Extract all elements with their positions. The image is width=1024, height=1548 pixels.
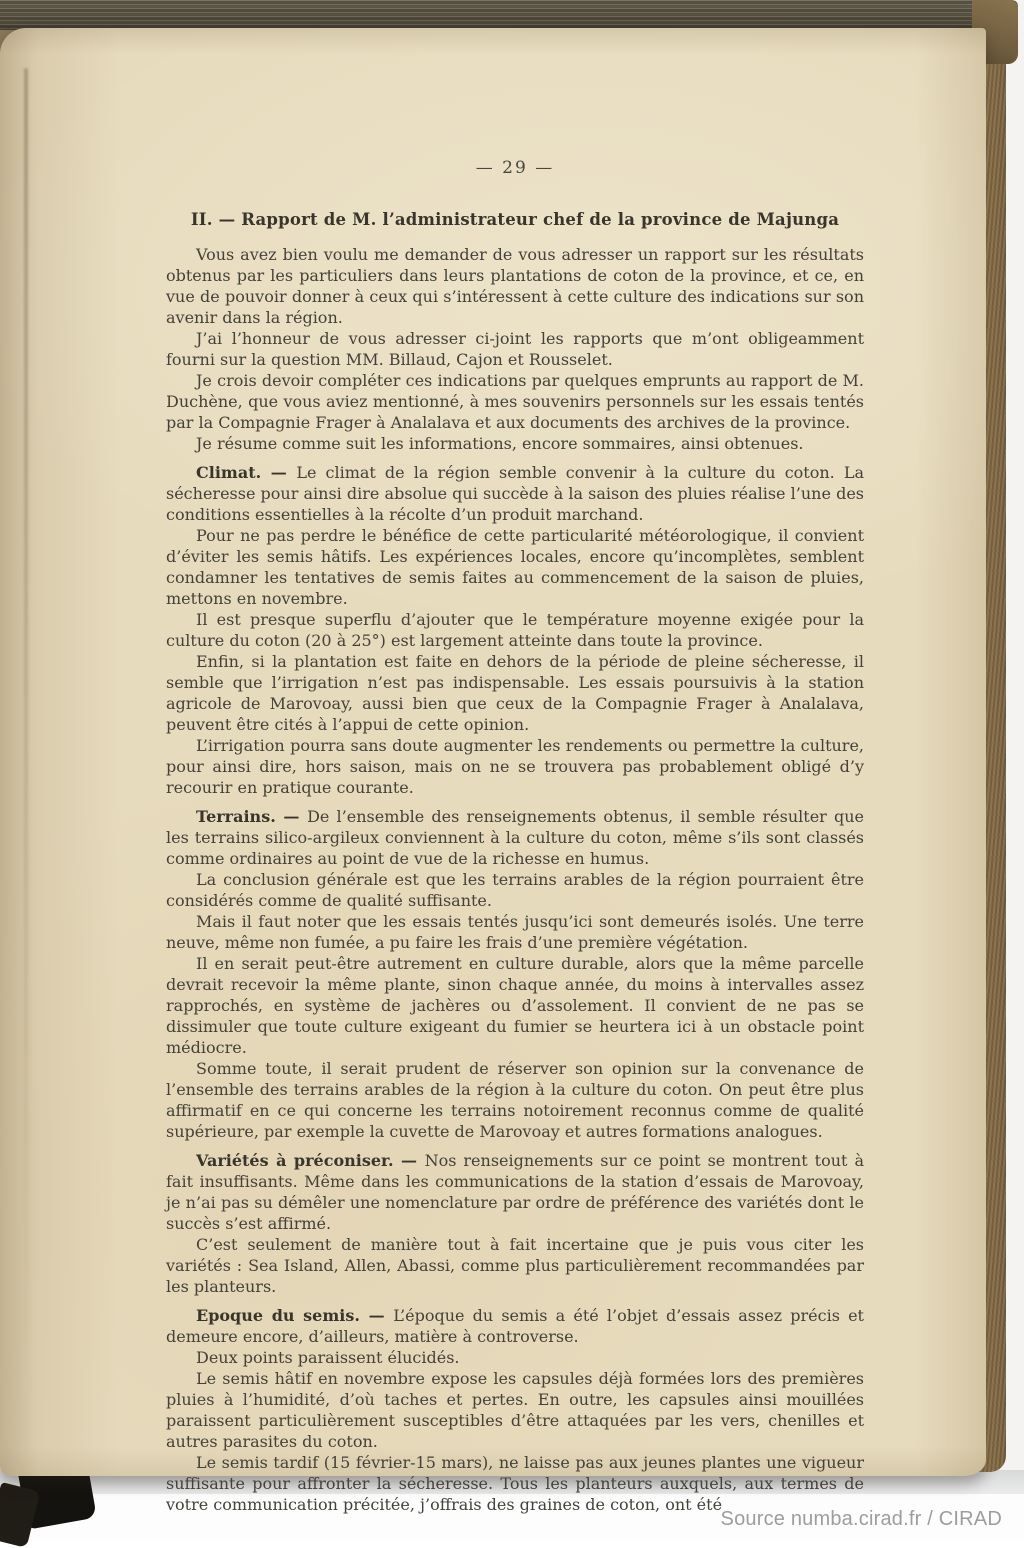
paragraph: [166, 1452, 864, 1515]
section-lead-climat: Climat. —: [196, 463, 297, 482]
paragraph-text: Deux points paraissent élucidés.: [196, 1348, 460, 1367]
paragraph-text: Pour ne pas perdre le bénéfice de cette particularité météorologique, il convient d’éviter les semis hâtifs. Les expériences locales, encore qu’incomplètes, semblent condamner les tentatives de semis faites au commencement de la saison de pluies, mettons en novembre.: [166, 526, 864, 608]
page-number: — 29 —: [475, 158, 555, 178]
paragraph-text: La conclusion générale est que les terrains arables de la région pourraient être considérés comme de qualité suffisante.: [166, 870, 864, 910]
paragraph-epoque: [166, 1305, 864, 1347]
section-lead-epoque: Epoque du semis. —: [196, 1306, 394, 1325]
paragraph-text: Il est presque superflu d’ajouter que le température moyenne exigée pour la culture du coton (20 à 25°) est largement atteinte dans toute la province.: [166, 610, 864, 650]
paragraph: [166, 1368, 864, 1452]
report-heading: II. — Rapport de M. l’administrateur chef de la province de Majunga: [190, 210, 840, 229]
paragraph-text: Le semis tardif (15 février-15 mars), ne laisse pas aux jeunes plantes une vigueur suffisante pour affronter la sécheresse. Tous les planteurs auxquels, aux termes de votre communication précitée, j’offrais des graines de coton, ont été: [166, 1453, 864, 1514]
paragraph: [166, 525, 864, 609]
paragraph: [166, 953, 864, 1058]
paragraph: [166, 911, 864, 953]
paragraph: [166, 609, 864, 651]
paragraph-text: Mais il faut noter que les essais tentés jusqu’ici sont demeurés isolés. Une terre neuve, même non fumée, a pu faire les frais d’une première végétation.: [166, 912, 864, 952]
scanned-page: [0, 28, 986, 1514]
paragraph: [166, 869, 864, 911]
paragraph-text: Somme toute, il serait prudent de réserver son opinion sur la convenance de l’ensemble des terrains arables de la région à la culture du coton. On peut être plus affirmatif en ce qui concerne les terrains notoirement reconnus comme de qualité supérieure, par exemple la cuvette de Marovoay et autres formations analogues.: [166, 1059, 864, 1141]
paragraph-text: Nos renseignements sur ce point se montrent tout à fait insuffisants. Même dans les communications de la station d’essais de Marovoay, je n’ai pas su démêler une nomenclature par ordre de préférence des variétés dont le succès s’est affirmé.: [166, 1151, 865, 1233]
paragraph: [166, 328, 864, 370]
paragraph-text: Je résume comme suit les informations, encore sommaires, ainsi obtenues.: [196, 434, 804, 453]
section-lead-terrains: Terrains. —: [196, 807, 308, 826]
paragraph-text: Il en serait peut-être autrement en culture durable, alors que la même parcelle devrait recevoir la même plante, sinon chaque année, du moins à intervalles assez rapprochés, en système de jachères ou d’assolement. Il convient de ne pas se dissimuler que toute culture exigeant du fumier se heurtera ici à un obstacle point médiocre.: [166, 954, 864, 1057]
paragraph-text: Le climat de la région semble convenir à la culture du coton. La sécheresse pour ainsi dire absolue qui succède à la saison des pluies réalise l’une des conditions essentielles à la récolte d’un produit marchand.: [166, 463, 864, 524]
paragraph: [166, 1234, 864, 1297]
paragraph-text: J’ai l’honneur de vous adresser ci-joint les rapports que m’ont obligeamment fourni sur la question MM. Billaud, Cajon et Rousselet.: [166, 329, 864, 369]
paragraph: [166, 735, 864, 798]
paragraph-text: De l’ensemble des renseignements obtenus, il semble résulter que les terrains silico-argileux conviennent à la culture du coton, même s’ils sont classés comme ordinaires au point de vue de la richesse en humus.: [166, 807, 865, 868]
paragraph-text: Enfin, si la plantation est faite en dehors de la période de pleine sécheresse, il semble que l’irrigation n’est pas indispensable. Les essais poursuivis à la station agricole de Marovoay, aussi bien que ceux de la Compagnie Frager à Analalava, peuvent être cités à l’appui de cette opinion.: [166, 652, 864, 734]
paragraph-text: L’irrigation pourra sans doute augmenter les rendements ou permettre la culture, pour ainsi dire, hors saison, mais on ne se trouvera pas probablement obligé d’y recourir en pratique courante.: [166, 736, 864, 797]
page-gutter-crease: [24, 68, 28, 1368]
paragraph-climat: [166, 462, 864, 525]
section-lead-varietes: Variétés à préconiser. —: [196, 1151, 425, 1170]
paragraph-text: C’est seulement de manière tout à fait incertaine que je puis vous citer les variétés : Sea Island, Allen, Abassi, comme plus particulièrement recommandées par les planteurs.: [166, 1235, 864, 1296]
paragraph: [166, 370, 864, 433]
paragraph: [166, 651, 864, 735]
paragraph: [166, 1347, 864, 1368]
paragraph: [166, 244, 864, 328]
paragraph: [166, 1058, 864, 1142]
paragraph-text: Vous avez bien voulu me demander de vous adresser un rapport sur les résultats obtenus par les particuliers dans leurs plantations de coton de la province, et ce, en vue de pouvoir donner à ceux qui s’intéressent à cette culture des indications sur son avenir dans la région.: [166, 245, 864, 327]
paragraph-terrains: [166, 806, 864, 869]
paragraph: [166, 433, 864, 454]
book-top-edge: [0, 0, 1018, 30]
paragraph-text: Je crois devoir compléter ces indications par quelques emprunts au rapport de M. Duchène, que vous aviez mentionné, à mes souvenirs personnels sur les essais tentés par la Compagnie Frager à Analalava et aux documents des archives de la province.: [166, 371, 864, 432]
paragraph-text: L’époque du semis a été l’objet d’essais assez précis et demeure encore, d’ailleurs, matière à controverse.: [166, 1306, 864, 1346]
paragraph-varietes: [166, 1150, 864, 1234]
page-text-block: [166, 158, 864, 1515]
source-watermark: Source numba.cirad.fr / CIRAD: [720, 1508, 1002, 1530]
paragraph-text: Le semis hâtif en novembre expose les capsules déjà formées lors des premières pluies à l’humidité, d’où taches et pertes. En outre, les capsules ainsi mouillées paraissent particulièrement susceptibles d’être attaquées par les vers, chenilles et autres parasites du coton.: [166, 1369, 864, 1451]
